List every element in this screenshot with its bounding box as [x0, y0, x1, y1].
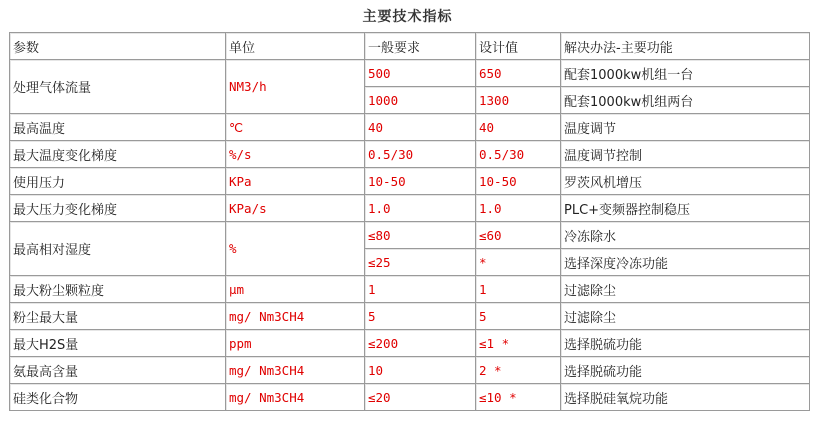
unit-cell: KPa [226, 168, 365, 195]
table-row [10, 384, 810, 411]
param-cell: 处理气体流量 [10, 60, 226, 114]
header-requirement: 一般要求 [365, 33, 476, 60]
table-row [10, 330, 810, 357]
design-cell: 2 * [476, 357, 561, 384]
unit-cell: ppm [226, 330, 365, 357]
design-cell: 5 [476, 303, 561, 330]
param-cell: 氨最高含量 [10, 357, 226, 384]
solution-cell: 选择脱硫功能 [561, 330, 810, 357]
table-row [10, 60, 810, 87]
requirement-cell: 40 [365, 114, 476, 141]
design-cell: 10-50 [476, 168, 561, 195]
table-row [10, 195, 810, 222]
solution-cell: 温度调节 [561, 114, 810, 141]
requirement-cell: 1000 [365, 87, 476, 114]
solution-cell: 过滤除尘 [561, 276, 810, 303]
header-design: 设计值 [476, 33, 561, 60]
param-cell: 最大压力变化梯度 [10, 195, 226, 222]
table-row [10, 168, 810, 195]
solution-cell: 罗茨风机增压 [561, 168, 810, 195]
unit-cell: mg/ Nm3CH4 [226, 357, 365, 384]
header-row [10, 33, 810, 60]
param-cell: 最高相对湿度 [10, 222, 226, 276]
requirement-cell: 0.5/30 [365, 141, 476, 168]
design-cell: 1300 [476, 87, 561, 114]
header-solution: 解决办法-主要功能 [561, 33, 810, 60]
spec-table [9, 32, 810, 411]
solution-cell: 选择深度冷冻功能 [561, 249, 810, 276]
requirement-cell: ≤200 [365, 330, 476, 357]
design-cell: 1.0 [476, 195, 561, 222]
table-row [10, 141, 810, 168]
design-cell: ≤10 * [476, 384, 561, 411]
header-param: 参数 [10, 33, 226, 60]
design-cell: 650 [476, 60, 561, 87]
requirement-cell: 10 [365, 357, 476, 384]
requirement-cell: 5 [365, 303, 476, 330]
param-cell: 粉尘最大量 [10, 303, 226, 330]
header-unit: 单位 [226, 33, 365, 60]
design-cell: 1 [476, 276, 561, 303]
param-cell: 最高温度 [10, 114, 226, 141]
design-cell: 0.5/30 [476, 141, 561, 168]
requirement-cell: 500 [365, 60, 476, 87]
unit-cell: NM3/h [226, 60, 365, 114]
table-row [10, 276, 810, 303]
param-cell: 硅类化合物 [10, 384, 226, 411]
unit-cell: % [226, 222, 365, 276]
solution-cell: PLC+变频器控制稳压 [561, 195, 810, 222]
requirement-cell: ≤20 [365, 384, 476, 411]
page-title: 主要技术指标 [362, 9, 453, 25]
param-cell: 使用压力 [10, 168, 226, 195]
requirement-cell: 1.0 [365, 195, 476, 222]
solution-cell: 温度调节控制 [561, 141, 810, 168]
design-cell: ≤1 * [476, 330, 561, 357]
table-row [10, 114, 810, 141]
unit-cell: %/s [226, 141, 365, 168]
design-cell: 40 [476, 114, 561, 141]
unit-cell: mg/ Nm3CH4 [226, 384, 365, 411]
param-cell: 最大H2S量 [10, 330, 226, 357]
solution-cell: 配套1000kw机组两台 [561, 87, 810, 114]
param-cell: 最大温度变化梯度 [10, 141, 226, 168]
solution-cell: 配套1000kw机组一台 [561, 60, 810, 87]
requirement-cell: ≤25 [365, 249, 476, 276]
table-row [10, 357, 810, 384]
solution-cell: 过滤除尘 [561, 303, 810, 330]
solution-cell: 冷冻除水 [561, 222, 810, 249]
unit-cell: mg/ Nm3CH4 [226, 303, 365, 330]
table-row [10, 303, 810, 330]
table-row [10, 222, 810, 249]
unit-cell: μm [226, 276, 365, 303]
design-cell: * [476, 249, 561, 276]
unit-cell: KPa/s [226, 195, 365, 222]
solution-cell: 选择脱硅氧烷功能 [561, 384, 810, 411]
requirement-cell: ≤80 [365, 222, 476, 249]
unit-cell: ℃ [226, 114, 365, 141]
solution-cell: 选择脱硫功能 [561, 357, 810, 384]
param-cell: 最大粉尘颗粒度 [10, 276, 226, 303]
requirement-cell: 10-50 [365, 168, 476, 195]
design-cell: ≤60 [476, 222, 561, 249]
requirement-cell: 1 [365, 276, 476, 303]
